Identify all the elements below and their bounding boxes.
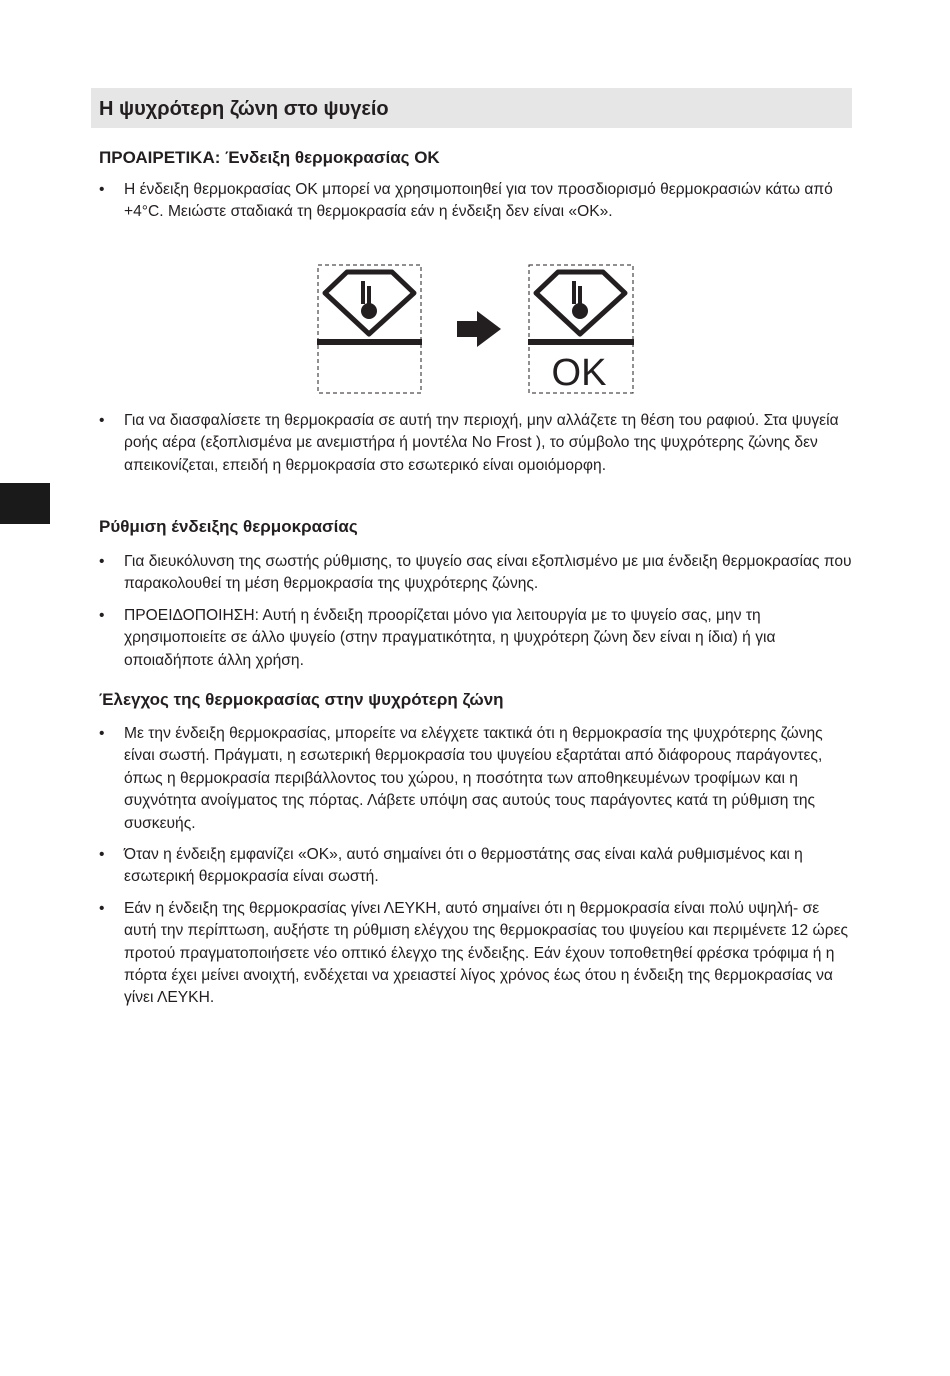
bullet-marker: • <box>99 725 105 742</box>
list-item: • ΠΡΟΕΙΔΟΠΟΙΗΣΗ: Αυτή η ένδειξη προορίζεται μόνο για λειτουργία με το ψυγείο σας, μην τη χρησιμοποιείτε σε άλλο ψυγείο (στην πραγματικότητα, η ψυχρότερη ζώνη δεν είναι η ίδια) ή για οποιαδήποτε άλλη χρήση. <box>99 606 776 669</box>
temperature-indicator-figure <box>317 264 635 395</box>
check-bullets <box>99 723 855 1019</box>
bullet-marker: • <box>99 606 105 624</box>
optional-bullets-1 <box>99 179 855 233</box>
page-title: Η ψυχρότερη ζώνη στο ψυγείο <box>99 98 389 120</box>
bullet-marker: • <box>99 846 105 864</box>
bullet-marker: • <box>99 181 105 198</box>
bullet-marker: • <box>99 553 105 570</box>
list-item: • Για να διασφαλίσετε τη θερμοκρασία σε αυτή την περιοχή, μην αλλάζετε τη θέση του ραφιού. Στα ψυγεία ροής αέρα (εξοπλισμένα με ανεμιστήρα ή μοντέλα No Frost ), το σύμβολο της ψυχρότερης ζώνης δεν απεικονίζεται, επειδή η θερμοκρασία στο εσωτερικό είναι ομοιόμορφη. <box>99 412 839 474</box>
optional-indicator-heading: ΠΡΟΑΙΡΕΤΙΚΑ: Ένδειξη θερμοκρασίας OK <box>99 148 440 167</box>
arrow-right-icon <box>457 311 501 347</box>
list-item: • Εάν η ένδειξη της θερμοκρασίας γίνει ΛΕΥΚΗ, αυτό σημαίνει ότι η θερμοκρασία είναι πολύ υψηλή- σε αυτή την περίπτωση, αυξήστε τη ρύθμιση ελέγχου της θερμοκρασίας του ψυγείου και περιμένετε 12 ώρες προτού πραγματοποιήσετε νέο οπτικό έλεγχο της ένδειξης. Εάν έχουν τοποθετηθεί φρέσκα τρόφιμα ή η πόρτα έχει μείνει ανοιχτή, ενδέχεται να χρειαστεί λίγος χρόνος έως ότου η ένδειξη της θερμοκρασίας να γίνει ΛΕΥΚΗ. <box>99 899 849 1007</box>
list-item: • Με την ένδειξη θερμοκρασίας, μπορείτε να ελέγχετε τακτικά ότι η θερμοκρασία της ψυχρότερης ζώνης είναι σωστή. Πράγματι, η εσωτερική θερμοκρασία του ψυγείου εξαρτάται από διάφορους παράγοντες, όπως η θερμοκρασία περιβάλλοντος του χώρου, η ποσότητα των αποθηκευμένων τροφίμων και η συχνότητα ανοίγματος της πόρτας. Λάβετε υπόψη σας αυτούς τους παράγοντες κατά τη ρύθμιση της συσκευής. <box>99 725 823 832</box>
setting-bullets <box>99 551 855 681</box>
list-item: • Για διευκόλυνση της σωστής ρύθμισης, το ψυγείο σας είναι εξοπλισμένο με μια ένδειξη θερμοκρασίας που παρακολουθεί τη μέση θερμοκρασία της ψυχρότερης ζώνης. <box>99 553 852 593</box>
check-heading: Έλεγχος της θερμοκρασίας στην ψυχρότερη ζώνη <box>99 690 504 709</box>
page-side-tab <box>0 483 50 524</box>
list-item: • Όταν η ένδειξη εμφανίζει «OK», αυτό σημαίνει ότι ο θερμοστάτης σας είναι καλά ρυθμισμένος και η εσωτερική θερμοκρασία είναι σωστή. <box>99 846 803 886</box>
title-bar <box>91 88 852 128</box>
ok-label: OK <box>551 352 607 394</box>
indicator-blank-icon <box>317 265 422 393</box>
optional-bullets-2 <box>99 410 855 486</box>
list-item: • Η ένδειξη θερμοκρασίας OK μπορεί να χρησιμοποιηθεί για τον προσδιορισμό θερμοκρασιών κάτω από +4°C. Μειώστε σταδιακά τη θερμοκρασία εάν η ένδειξη δεν είναι «OK». <box>99 181 833 221</box>
setting-heading: Ρύθμιση ένδειξης θερμοκρασίας <box>99 517 358 536</box>
bullet-marker: • <box>99 412 105 429</box>
indicator-ok-icon <box>528 265 634 394</box>
bullet-marker: • <box>99 899 105 917</box>
